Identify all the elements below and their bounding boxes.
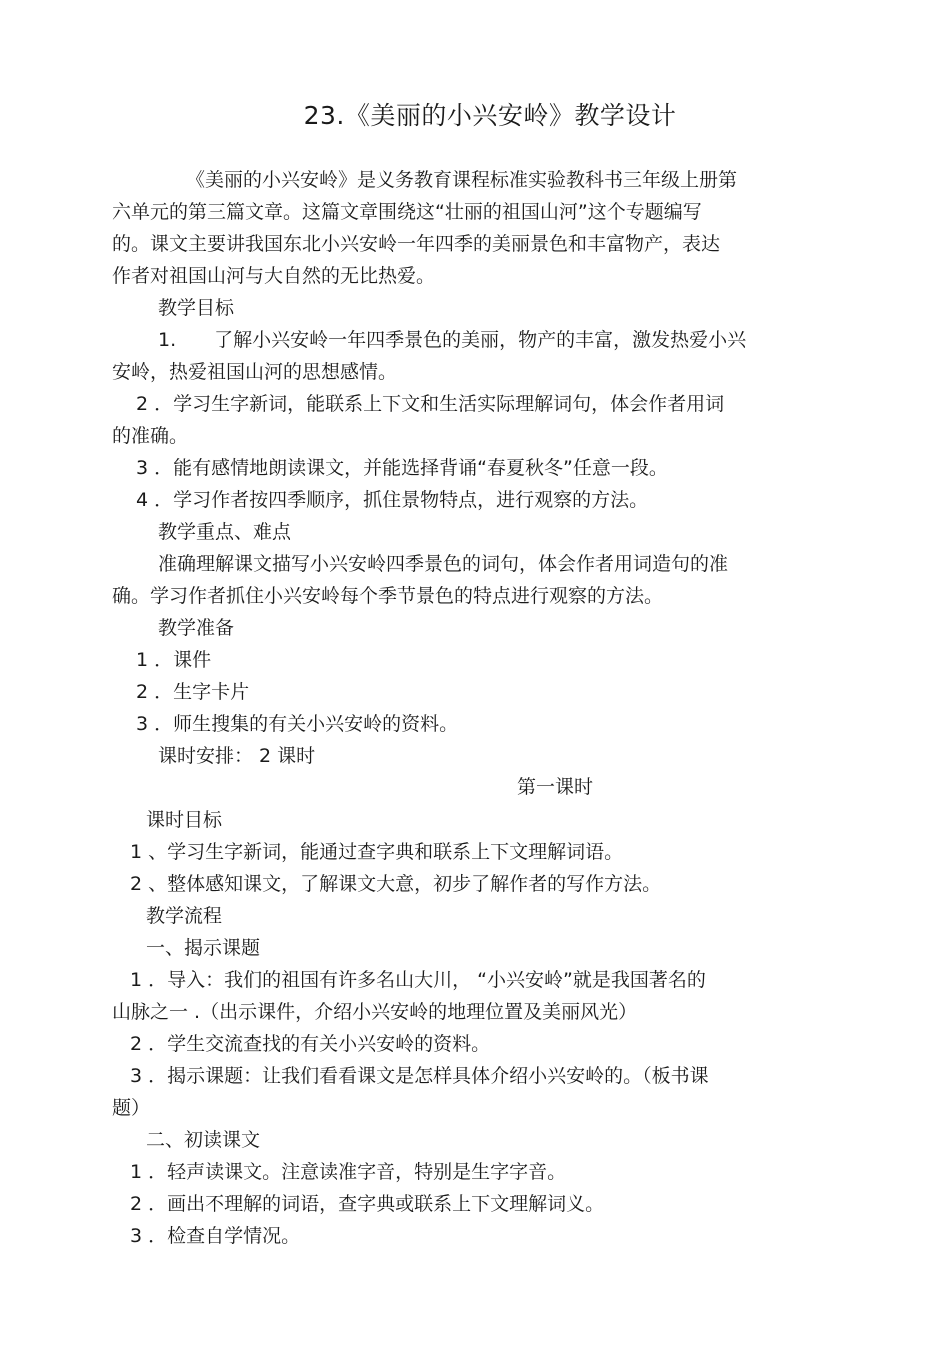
section-heading: 教学重点、难点 — [158, 521, 292, 543]
goal-item: 1. 了解小兴安岭一年四季景色的美丽，物产的丰富，激发热爱小兴 — [158, 329, 747, 351]
flow-line: 1 ．轻声读课文。注意读准字音，特别是生字字音。 — [130, 1161, 567, 1183]
flow-line: 3 ．揭示课题：让我们看看课文是怎样具体介绍小兴安岭的。（板书课 — [130, 1065, 709, 1087]
goal-item: 3 ．能有感情地朗读课文，并能选择背诵“春夏秋冬”任意一段。 — [136, 457, 668, 479]
goal-item: 安岭，热爱祖国山河的思想感情。 — [112, 361, 398, 383]
schedule-line: 课时安排： 2 课时 — [158, 745, 316, 767]
section-heading: 课时目标 — [146, 809, 223, 831]
intro-line: 《美丽的小兴安岭》是义务教育课程标准实验教科书三年级上册第 — [186, 169, 738, 191]
subsection-heading: 二、初读课文 — [146, 1129, 261, 1151]
flow-line: 3 ．检查自学情况。 — [130, 1225, 301, 1247]
section-heading: 教学目标 — [158, 297, 235, 319]
goal-item: 4 ．学习作者按四季顺序，抓住景物特点，进行观察的方法。 — [136, 489, 649, 511]
flow-line: 题） — [112, 1097, 151, 1119]
flow-line: 2 ．学生交流查找的有关小兴安岭的资料。 — [130, 1033, 491, 1055]
goal-item: 2 ．学习生字新词，能联系上下文和生活实际理解词句，体会作者用词 — [136, 393, 725, 415]
keypoint-line: 确。学习作者抓住小兴安岭每个季节景色的特点进行观察的方法。 — [112, 585, 664, 607]
section-heading: 教学流程 — [146, 905, 223, 927]
intro-line: 作者对祖国山河与大自然的无比热爱。 — [112, 265, 436, 287]
document-title: 23.《美丽的小兴安岭》教学设计 — [303, 101, 677, 130]
prep-item: 2 ．生字卡片 — [136, 681, 250, 703]
flow-line: 2 ．画出不理解的词语，查字典或联系上下文理解词义。 — [130, 1193, 605, 1215]
lesson-heading: 第一课时 — [517, 776, 594, 798]
intro-line: 的。课文主要讲我国东北小兴安岭一年四季的美丽景色和丰富物产，表达 — [112, 233, 721, 255]
goal-item: 的准确。 — [112, 425, 189, 447]
lesson-goal-item: 1 、学习生字新词，能通过查字典和联系上下文理解词语。 — [130, 841, 624, 863]
lesson-goal-item: 2 、整体感知课文，了解课文大意，初步了解作者的写作方法。 — [130, 873, 662, 895]
flow-line: 山脉之一 .（出示课件，介绍小兴安岭的地理位置及美丽风光） — [112, 1001, 638, 1023]
subsection-heading: 一、揭示课题 — [146, 937, 261, 959]
keypoint-line: 准确理解课文描写小兴安岭四季景色的词句，体会作者用词造句的准 — [158, 553, 729, 575]
section-heading: 教学准备 — [158, 617, 235, 639]
prep-item: 3 ．师生搜集的有关小兴安岭的资料。 — [136, 713, 459, 735]
flow-line: 1 ．导入：我们的祖国有许多名山大川， “小兴安岭”就是我国著名的 — [130, 969, 706, 991]
intro-line: 六单元的第三篇文章。这篇文章围绕这“壮丽的祖国山河”这个专题编写 — [112, 201, 702, 223]
prep-item: 1 ．课件 — [136, 649, 212, 671]
